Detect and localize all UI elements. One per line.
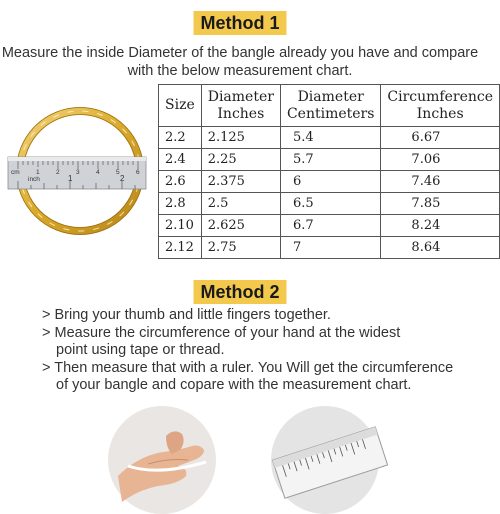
cell-size: 2.2 [159, 127, 202, 149]
cell-circumference: 7.46 [381, 171, 500, 193]
step-2-continued: point using tape or thread. [56, 342, 225, 358]
cell-size: 2.6 [159, 171, 202, 193]
header-diameter-inches [201, 85, 280, 127]
step-1: > Bring your thumb and little fingers together. [42, 307, 331, 323]
hand-measure-illustration [108, 406, 216, 514]
cell-size: 2.8 [159, 193, 202, 215]
cell-diameter-cm: 5.7 [280, 149, 380, 171]
cell-diameter-inches: 2.375 [201, 171, 280, 193]
step-2: > Measure the circumference of your hand at the widest [42, 324, 401, 341]
header-line: Diameter [297, 88, 364, 105]
header-line: Diameter [207, 88, 274, 105]
ruler-cm-tick-label: 3 [76, 169, 80, 176]
cell-diameter-cm: 6.5 [280, 193, 380, 215]
ruler-cm-tick-label: 5 [116, 169, 120, 176]
method-1-title: Method 1 [194, 11, 287, 35]
table-row [159, 171, 500, 193]
cell-diameter-inches: 2.625 [201, 215, 280, 237]
header-line: Inches [416, 105, 464, 122]
header-circumference-inches [381, 85, 500, 127]
intro-line-1: Measure the inside Diameter of the bangle already you have and compare [1, 45, 479, 61]
cell-size: 2.12 [159, 237, 202, 259]
header-line: Circumference [387, 88, 494, 105]
table-row [159, 149, 500, 171]
ruler-inch-tick-label: 1 [68, 174, 73, 183]
intro-text [0, 44, 480, 80]
header-line: Inches [217, 105, 265, 122]
step-3: > Then measure that with a ruler. You Will get the circumference [42, 359, 454, 376]
bangle-ruler-illustration [11, 105, 146, 237]
size-chart-table [158, 84, 500, 259]
table-row [159, 193, 500, 215]
table-header-row [159, 85, 500, 127]
ruler-cm-tick-label: 4 [96, 169, 100, 176]
table-row [159, 127, 500, 149]
cell-diameter-cm: 5.4 [280, 127, 380, 149]
cell-diameter-inches: 2.75 [201, 237, 280, 259]
cell-size: 2.10 [159, 215, 202, 237]
cell-diameter-cm: 6 [280, 171, 380, 193]
table-row [159, 237, 500, 259]
header-size-label: Size [165, 97, 195, 113]
ruler-measure-illustration [271, 406, 379, 514]
header-line: Centimeters [286, 105, 375, 122]
cell-diameter-inches: 2.125 [201, 127, 280, 149]
cell-size: 2.4 [159, 149, 202, 171]
method-2-steps [42, 307, 472, 395]
cell-diameter-inches: 2.5 [201, 193, 280, 215]
cell-diameter-inches: 2.25 [201, 149, 280, 171]
intro-line-2: with the below measurement chart. [127, 63, 353, 79]
ruler-cm-unit: cm [11, 169, 20, 176]
cell-circumference: 6.67 [381, 127, 500, 149]
step-3-continued: of your bangle and copare with the measurement chart. [56, 377, 412, 393]
header-diameter-centimeters [280, 85, 380, 127]
header-size [159, 85, 202, 127]
method-2-title: Method 2 [194, 280, 287, 304]
cell-circumference: 8.24 [381, 215, 500, 237]
ruler-cm-tick-label: 2 [56, 169, 60, 176]
ruler-inch-tick-label: 2 [120, 174, 125, 183]
ruler-cm-tick-label: 6 [136, 169, 140, 176]
ruler-inch-unit: inch [28, 176, 40, 183]
table-row [159, 215, 500, 237]
cell-circumference: 7.06 [381, 149, 500, 171]
cell-diameter-cm: 7 [280, 237, 380, 259]
cell-diameter-cm: 6.7 [280, 215, 380, 237]
ruler-cm-tick-label: 1 [36, 169, 40, 176]
cell-circumference: 8.64 [381, 237, 500, 259]
cell-circumference: 7.85 [381, 193, 500, 215]
